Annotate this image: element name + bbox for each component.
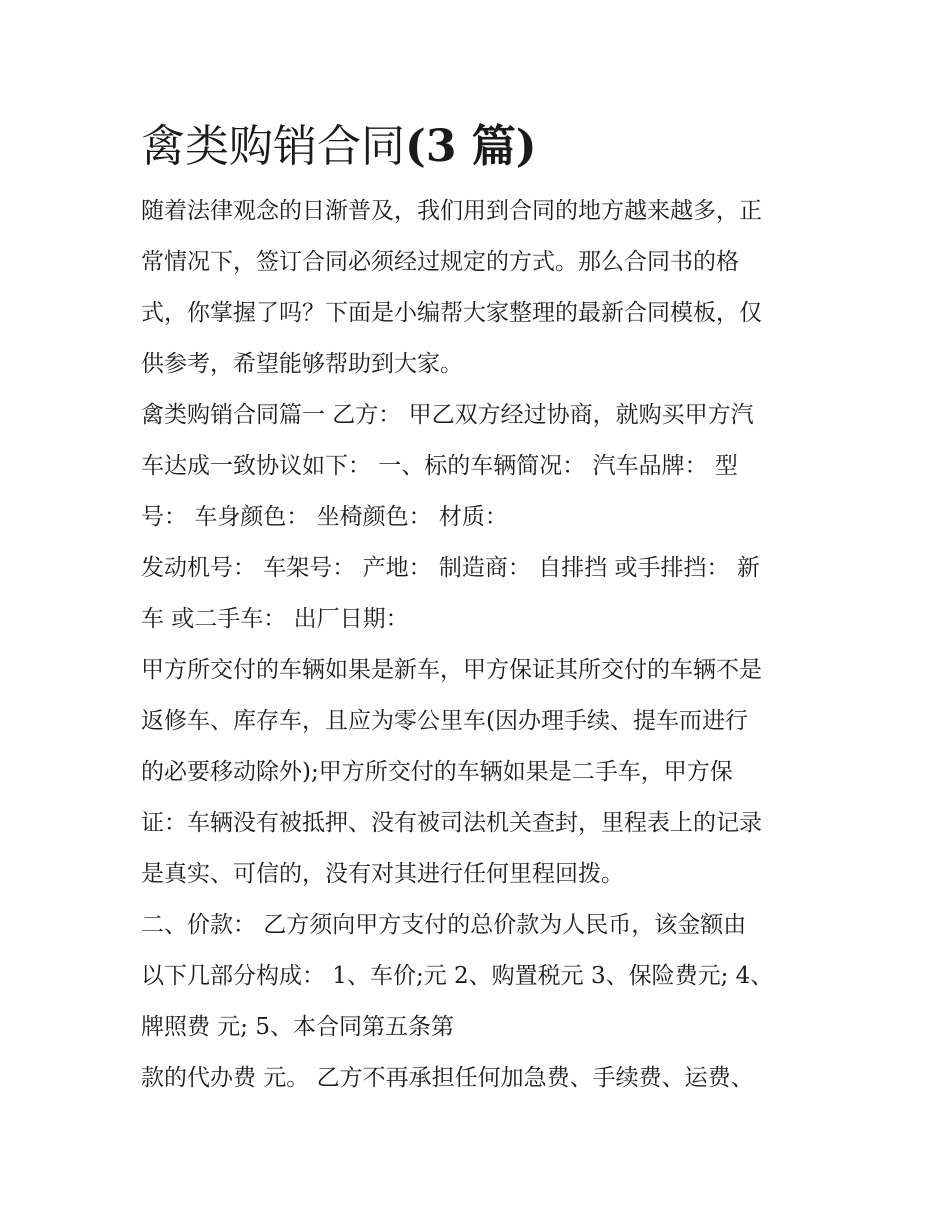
paragraph-line: 随着法律观念的日渐普及，我们用到合同的地方越来越多，正	[141, 198, 762, 224]
paragraph-line: 禽类购销合同篇一 乙方： 甲乙双方经过协商，就购买甲方汽	[141, 402, 754, 428]
paragraph-line: 证：车辆没有被抵押、没有被司法机关查封，里程表上的记录	[141, 810, 762, 836]
paragraph-line: 车达成一致协议如下： 一、标的车辆简况： 汽车品牌： 型	[141, 453, 738, 479]
paragraph-vehicle-guarantee	[141, 645, 821, 900]
paragraph-fees	[141, 1053, 821, 1104]
paragraph-line: 是真实、可信的，没有对其进行任何里程回拨。	[141, 861, 624, 887]
paragraph-intro	[141, 186, 821, 390]
title-main-text: 禽类购销合同	[141, 121, 405, 172]
paragraph-contract-one	[141, 390, 821, 543]
paragraph-line: 甲方所交付的车辆如果是新车，甲方保证其所交付的车辆不是	[141, 657, 762, 683]
paragraph-line: 式，你掌握了吗？下面是小编帮大家整理的最新合同模板，仅	[141, 300, 762, 326]
document-page	[141, 112, 821, 1104]
paragraph-line: 款的代办费 元。 乙方不再承担任何加急费、手续费、运费、	[141, 1065, 754, 1091]
paragraph-line: 号： 车身颜色： 坐椅颜色： 材质：	[141, 504, 508, 530]
paragraph-line: 供参考，希望能够帮助到大家。	[141, 351, 463, 377]
paragraph-line: 常情况下，签订合同必须经过规定的方式。那么合同书的格	[141, 249, 739, 275]
paragraph-line: 以下几部分构成： 1、车价;元 2、购置税元 3、保险费元; 4、	[141, 963, 774, 989]
paragraph-line: 二、价款： 乙方须向甲方支付的总价款为人民币，该金额由	[141, 912, 747, 938]
paragraph-price	[141, 900, 821, 1053]
paragraph-line: 牌照费 元; 5、本合同第五条第	[141, 1014, 455, 1040]
title-paren-text: (3 篇)	[405, 121, 537, 172]
paragraph-line: 车 或二手车： 出厂日期：	[141, 606, 409, 632]
paragraph-line: 的必要移动除外);甲方所交付的车辆如果是二手车，甲方保	[141, 759, 733, 785]
paragraph-vehicle-info	[141, 543, 821, 645]
paragraph-line: 发动机号： 车架号： 产地： 制造商： 自排挡 或手排挡： 新	[141, 555, 760, 581]
document-title	[141, 112, 821, 182]
paragraph-line: 返修车、库存车，且应为零公里车(因办理手续、提车而进行	[141, 708, 748, 734]
